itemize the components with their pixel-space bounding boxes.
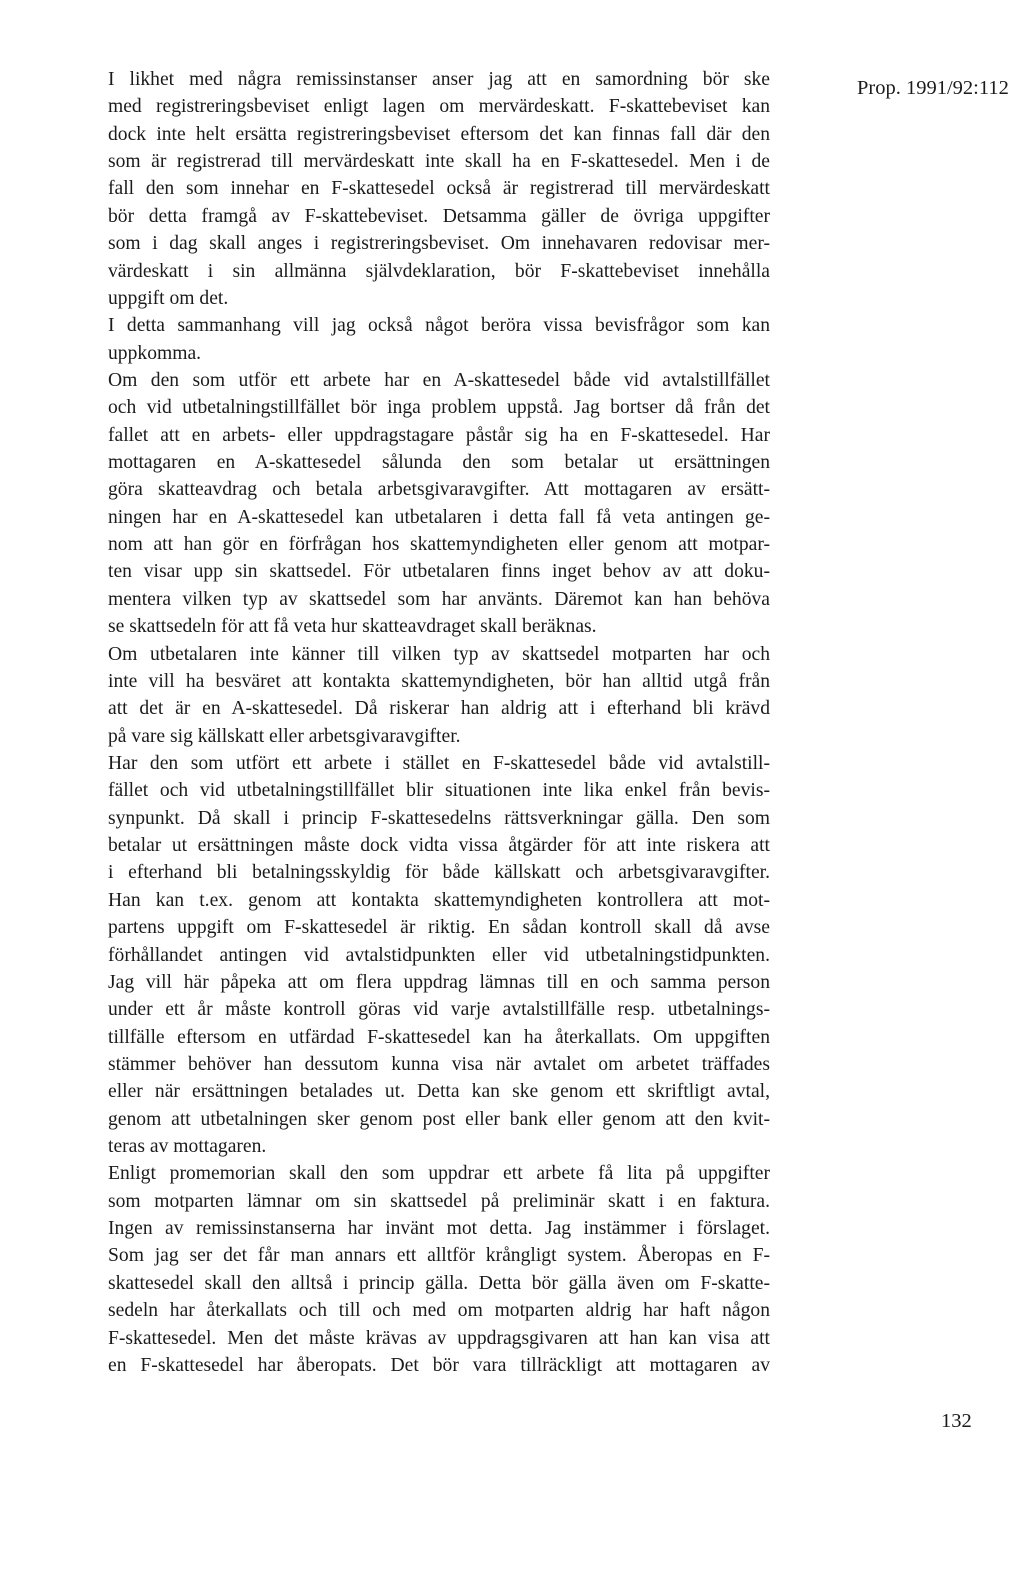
text-line: F-skattesedel. Men det måste krävas av uppdragsgivaren att han kan visa att <box>108 1327 770 1349</box>
text-line: mottagaren en A-skattesedel sålunda den som betalar ut ersättningen <box>108 452 770 474</box>
text-line: skattesedel skall den alltså i princip gälla. Detta bör gälla även om F-skatte- <box>108 1272 770 1294</box>
text-line: Enligt promemorian skall den som uppdrar ett arbete få lita på uppgifter <box>108 1163 770 1185</box>
running-reference: Prop. 1991/92:112 <box>857 77 1009 99</box>
text-line: betalar ut ersättningen måste dock vidta vissa åtgärder för att inte riskera att <box>108 835 770 857</box>
text-line: Om utbetalaren inte känner till vilken typ av skattsedel motparten har och <box>108 643 770 665</box>
text-line: fall den som innehar en F-skattesedel också är registrerad till mervärdeskatt <box>108 178 770 200</box>
text-line: mentera vilken typ av skattsedel som har använts. Däremot kan han behöva <box>108 588 770 610</box>
text-line: dock inte helt ersätta registreringsbeviset eftersom det kan finnas fall där den <box>108 123 770 145</box>
text-line: eller när ersättningen betalades ut. Detta kan ske genom ett skriftligt avtal, <box>108 1081 770 1103</box>
text-line: tillfälle eftersom en utfärdad F-skattesedel kan ha återkallats. Om uppgiften <box>108 1026 770 1048</box>
text-line: Om den som utför ett arbete har en A-skattesedel både vid avtalstillfället <box>108 369 770 391</box>
text-line: Ingen av remissinstanserna har invänt mot detta. Jag instämmer i förslaget. <box>108 1218 770 1240</box>
text-line: och vid utbetalningstillfället bör inga problem uppstå. Jag bortser då från det <box>108 397 770 419</box>
text-line: med registreringsbeviset enligt lagen om mervärdeskatt. F-skattebeviset kan <box>108 96 770 118</box>
body-text <box>108 66 770 1379</box>
text-line: uppgift om det. <box>108 287 229 309</box>
text-line: under ett år måste kontroll göras vid varje avtalstillfälle resp. utbetalnings- <box>108 999 770 1021</box>
text-line: Har den som utfört ett arbete i stället en F-skattesedel både vid avtalstill- <box>108 752 770 774</box>
text-line: I detta sammanhang vill jag också något beröra vissa bevisfrågor som kan <box>108 315 770 337</box>
text-line: uppkomma. <box>108 342 202 364</box>
text-line: på vare sig källskatt eller arbetsgivaravgifter. <box>108 725 461 747</box>
page-number: 132 <box>941 1410 972 1432</box>
text-line: förhållandet antingen vid avtalstidpunkten eller vid utbetalningstidpunkten. <box>108 944 770 966</box>
text-line: Han kan t.ex. genom att kontakta skattemyndigheten kontrollera att mot- <box>108 889 770 911</box>
text-line: som i dag skall anges i registreringsbeviset. Om innehavaren redovisar mer- <box>108 233 770 255</box>
text-line: fället och vid utbetalningstillfället blir situationen inte lika enkel från bevis- <box>108 780 770 802</box>
text-line: partens uppgift om F-skattesedel är riktig. En sådan kontroll skall då avse <box>108 917 770 939</box>
text-line: se skattsedeln för att få veta hur skatteavdraget skall beräknas. <box>108 616 597 638</box>
text-line: i efterhand bli betalningsskyldig för både källskatt och arbetsgivaravgifter. <box>108 862 770 884</box>
text-line: inte vill ha besväret att kontakta skattemyndigheten, bör han alltid utgå från <box>108 670 770 692</box>
text-line: stämmer behöver han dessutom kunna visa när avtalet om arbetet träffades <box>108 1053 770 1075</box>
text-line: att det är en A-skattesedel. Då riskerar han aldrig att i efterhand bli krävd <box>108 698 770 720</box>
text-line: I likhet med några remissinstanser anser jag att en samordning bör ske <box>108 69 770 90</box>
text-line: nom att han gör en förfrågan hos skattemyndigheten eller genom att motpar- <box>108 534 770 556</box>
text-line: en F-skattesedel har åberopats. Det bör vara tillräckligt att mottagaren av <box>108 1354 770 1376</box>
text-line: synpunkt. Då skall i princip F-skattesedelns rättsverkningar gälla. Den som <box>108 807 770 829</box>
text-line: sedeln har återkallats och till och med om motparten aldrig har haft någon <box>108 1300 770 1322</box>
text-line: som motparten lämnar om sin skattsedel på preliminär skatt i en faktura. <box>108 1190 770 1212</box>
text-line: göra skatteavdrag och betala arbetsgivaravgifter. Att mottagaren av ersätt- <box>108 479 770 501</box>
text-line: värdeskatt i sin allmänna självdeklaration, bör F-skattebeviset innehålla <box>108 260 770 282</box>
text-line: ten visar upp sin skattsedel. För utbetalaren finns inget behov av att doku- <box>108 561 770 583</box>
text-line: Jag vill här påpeka att om flera uppdrag lämnas till en och samma person <box>108 971 770 993</box>
text-line: genom att utbetalningen sker genom post eller bank eller genom att den kvit- <box>108 1108 770 1130</box>
text-line: Som jag ser det får man annars ett alltför krångligt system. Åberopas en F- <box>108 1245 770 1267</box>
text-line: ningen har en A-skattesedel kan utbetalaren i detta fall få veta antingen ge- <box>108 506 770 528</box>
text-line: som är registrerad till mervärdeskatt inte skall ha en F-skattesedel. Men i de <box>108 151 770 173</box>
text-line: bör detta framgå av F-skattebeviset. Detsamma gäller de övriga uppgifter <box>108 205 770 227</box>
text-line: fallet att en arbets- eller uppdragstagare påstår sig ha en F-skattesedel. Har <box>108 424 770 446</box>
text-line: teras av mottagaren. <box>108 1136 267 1158</box>
